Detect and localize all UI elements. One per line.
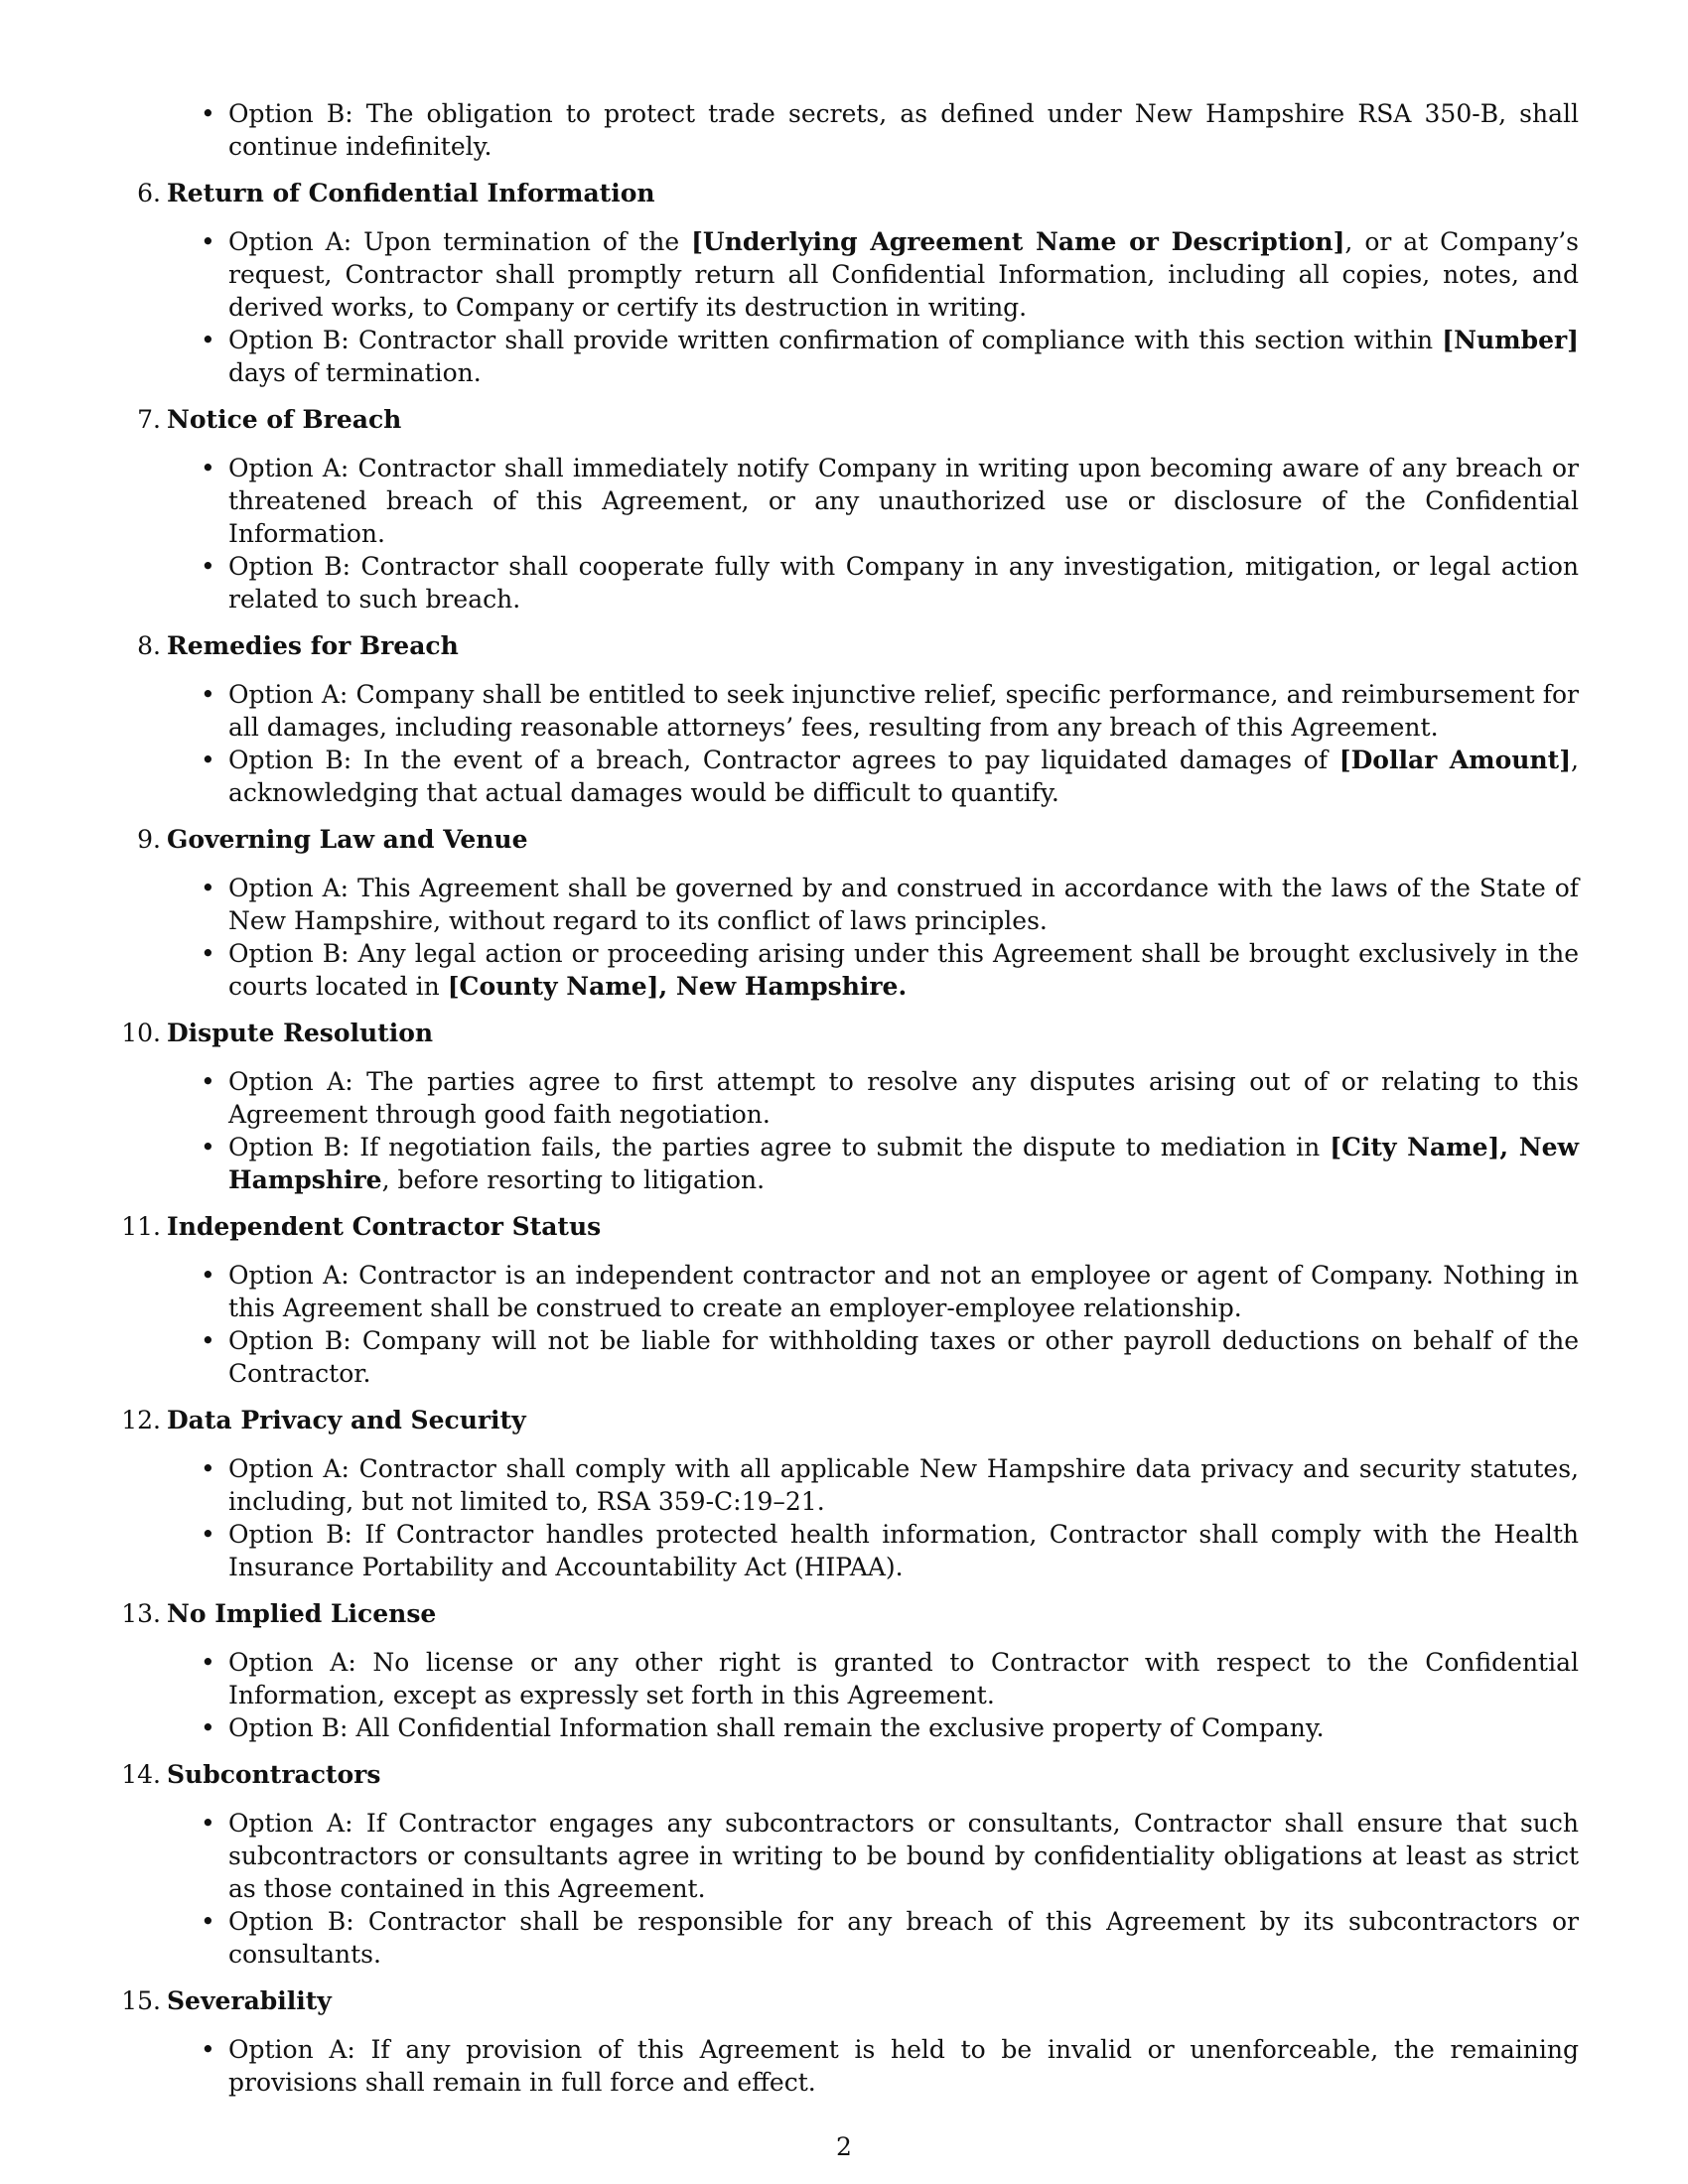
bullet-text: , or at Company’s request, Contractor shall promptly return all Confidential Information, including all copies, notes, and derived works, to Company or certify its destruction in writing. [228,227,1579,322]
bullet-text: Option A: No license or any other right is granted to Contractor with respect to the Confidential Information, except as expressly set forth in this Agreement. [228,1648,1579,1709]
list-item [228,678,1589,744]
bullet-text: Option A: Contractor is an independent contractor and not an employee or agent of Company. Nothing in this Agreement shall be construed to create an employer-employee relationship. [228,1261,1579,1322]
bullet-text: Option A: Contractor shall comply with all applicable New Hampshire data privacy and security statutes, including, but not limited to, RSA 359-C:19–21. [228,1454,1579,1516]
list-item [228,452,1589,550]
section-heading [119,1758,1589,1791]
bullet-text: Option A: Company shall be entitled to seek injunctive relief, specific performance, and reimbursement for all damages, including reasonable attorneys’ fees, resulting from any breach of this Agreement. [228,680,1579,742]
bullet-text: , acknowledging that actual damages would be difficult to quantify. [228,746,1579,807]
section-14 [119,1758,1589,1971]
placeholder-field: [Number] [1442,326,1579,354]
bullet-text: days of termination. [228,358,482,387]
section-9 [119,823,1589,1003]
list-item [228,1518,1589,1583]
section-7 [119,403,1589,615]
bullet-text: Option B: Contractor shall provide written confirmation of compliance with this section within [228,326,1443,354]
list-item [228,872,1589,937]
section-number: 6. [137,179,161,207]
list-item: • Option B: The obligation to protect trade secrets, as defined under New Hampshire RSA 350-B, shall continue indefinitely. [228,97,1589,163]
bullet-text: Option A: Contractor shall immediately notify Company in writing upon becoming aware of any breach or threatened breach of this Agreement, or any unauthorized use or disclosure of the Confidential Information. [228,454,1579,548]
bullet-list [119,1065,1589,1196]
bullet-text: , before resorting to litigation. [381,1165,766,1194]
section-13 [119,1597,1589,1744]
list-item [228,2033,1589,2099]
section-heading [119,177,1589,209]
section-number: 8. [137,631,161,660]
list-item [228,1065,1589,1131]
bullet-list [119,872,1589,1003]
section-heading [119,1404,1589,1436]
list-item [228,1711,1589,1744]
section-heading [119,1984,1589,2017]
section-heading [119,1017,1589,1049]
section-title: Severability [167,1986,332,2015]
bullet-list [119,2033,1589,2099]
section-11 [119,1210,1589,1390]
section-8 [119,629,1589,809]
list-item [228,1807,1589,1905]
list-item [228,1452,1589,1518]
bullet-text: Option B: If negotiation fails, the parties agree to submit the dispute to mediation in [228,1133,1331,1161]
section-title: Notice of Breach [167,405,402,434]
bullet-list [119,452,1589,615]
section-heading [119,1210,1589,1243]
bullet-text: Option A: Upon termination of the [228,227,692,256]
list-item [228,1905,1589,1971]
bullet-text: Option B: Any legal action or proceeding arising under this Agreement shall be brought exclusively in the courts located in [228,939,1579,1001]
placeholder-field: [Dollar Amount] [1338,746,1572,774]
section-number: 9. [137,825,161,854]
section-number: 12. [121,1406,161,1434]
bullet-text: Option A: If Contractor engages any subcontractors or consultants, Contractor shall ensure that such subcontractors or consultants agree in writing to be bound by confidentiality obligations at least as strict as those contained in this Agreement. [228,1809,1579,1903]
bullet-text: Option B: All Confidential Information shall remain the exclusive property of Company. [228,1713,1325,1742]
section-title: Dispute Resolution [167,1019,434,1047]
list-item [228,225,1589,324]
section-number: 7. [137,405,161,434]
section-title: No Implied License [167,1599,437,1628]
section-title: Data Privacy and Security [167,1406,526,1434]
page-number: 2 [836,2132,852,2161]
section-title: Return of Confidential Information [167,179,655,207]
bullet-text: Option B: Company will not be liable for withholding taxes or other payroll deductions on behalf of the Contractor. [228,1326,1579,1388]
bullet-text: Option A: If any provision of this Agreement is held to be invalid or unenforceable, the remaining provisions shall remain in full force and effect. [228,2035,1579,2097]
section-10 [119,1017,1589,1196]
section-number: 14. [121,1760,161,1789]
bullet-list [119,678,1589,809]
section-title: Governing Law and Venue [167,825,528,854]
bullet-text: Option B: Contractor shall cooperate fully with Company in any investigation, mitigation, or legal action related to such breach. [228,552,1579,614]
bullet-list [119,1259,1589,1390]
list-item [228,1131,1589,1196]
list-item [228,1646,1589,1711]
list-item [228,744,1589,809]
list-item [228,1259,1589,1324]
section-heading [119,823,1589,856]
list-item [228,324,1589,389]
intro-bullet-list [119,97,1589,163]
list-item [228,937,1589,1003]
list-item [228,1324,1589,1390]
bullet-list [119,1646,1589,1744]
bullet-text: Option B: If Contractor handles protected health information, Contractor shall comply with the Health Insurance Portability and Accountability Act (HIPAA). [228,1520,1579,1581]
bullet-text: Option B: Contractor shall be responsible for any breach of this Agreement by its subcontractors or consultants. [228,1907,1579,1969]
section-15 [119,1984,1589,2099]
bullet-text: Option B: In the event of a breach, Contractor agrees to pay liquidated damages of [228,746,1339,774]
section-heading [119,1597,1589,1630]
bullet-text: Option A: The parties agree to first attempt to resolve any disputes arising out of or relating to this Agreement through good faith negotiation. [228,1067,1579,1129]
list-item [228,550,1589,615]
document-body [119,97,1589,2099]
section-title: Independent Contractor Status [167,1212,602,1241]
placeholder-field: [City Name], New Hampshire [228,1133,1579,1194]
bullet-list [119,225,1589,389]
section-heading [119,629,1589,662]
section-12 [119,1404,1589,1583]
section-6 [119,177,1589,389]
bullet-text: Option A: This Agreement shall be governed by and construed in accordance with the laws of the State of New Hampshire, without regard to its conflict of laws principles. [228,874,1579,935]
section-number: 11. [121,1212,161,1241]
bullet-list [119,1452,1589,1583]
section-title: Subcontractors [167,1760,381,1789]
section-title: Remedies for Breach [167,631,459,660]
section-heading [119,403,1589,436]
section-number: 15. [121,1986,161,2015]
placeholder-field: [County Name], New Hampshire. [447,972,908,1001]
bullet-list [119,1807,1589,1971]
section-number: 10. [121,1019,161,1047]
sections-container [119,177,1589,2099]
placeholder-field: [Underlying Agreement Name or Description] [691,227,1345,256]
section-number: 13. [121,1599,161,1628]
